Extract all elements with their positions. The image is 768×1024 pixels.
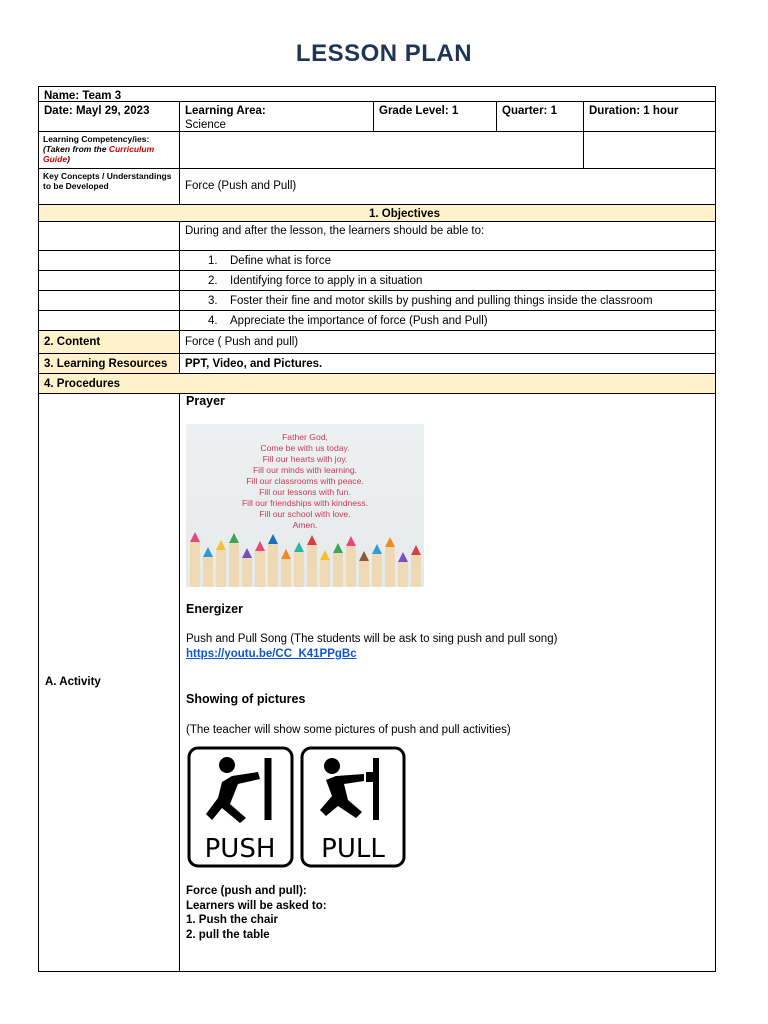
objective-item-2 bbox=[179, 270, 716, 291]
song-link[interactable]: https://youtu.be/CC_K41PPgBc bbox=[186, 648, 357, 660]
colored-pencils-icon bbox=[186, 424, 424, 587]
competency-note-open: (Taken from the bbox=[43, 144, 109, 154]
objective-left-2 bbox=[38, 270, 180, 291]
force-line: 2. pull the table bbox=[186, 929, 270, 941]
pencil-body bbox=[307, 545, 317, 587]
resources-label-text: 3. Learning Resources bbox=[44, 358, 168, 370]
activity-label: A. Activity bbox=[45, 676, 101, 688]
force-line: 1. Push the chair bbox=[186, 914, 279, 926]
force-line: Learners will be asked to: bbox=[186, 900, 327, 912]
objective-text: Appreciate the importance of force (Push and Pull) bbox=[230, 315, 488, 327]
prayer-line: Fill our friendships with kindness. bbox=[241, 498, 369, 508]
procedures-heading-text: 4. Procedures bbox=[44, 378, 121, 390]
pencil-tip bbox=[307, 535, 317, 545]
pencil-tip bbox=[242, 548, 252, 558]
prayer-line: Fill our minds with learning. bbox=[252, 465, 358, 475]
pencil-tip bbox=[398, 552, 408, 562]
pencil-body bbox=[411, 555, 421, 587]
pencil-body bbox=[372, 554, 382, 587]
pencil-tip bbox=[281, 549, 291, 559]
pencil-body bbox=[255, 551, 265, 587]
duration-cell: Duration: 1 hour bbox=[583, 101, 716, 132]
pencil-tip bbox=[294, 542, 304, 552]
competency-extra-cell bbox=[583, 131, 716, 169]
prayer-image bbox=[186, 424, 424, 587]
pencil-tip bbox=[333, 543, 343, 553]
procedures-heading bbox=[38, 373, 716, 394]
prayer-line: Father God, bbox=[282, 432, 328, 442]
prayer-line: Amen. bbox=[292, 520, 318, 530]
quarter-cell: Quarter: 1 bbox=[496, 101, 584, 132]
prayer-line: Come be with us today. bbox=[260, 443, 350, 453]
learning-area-label: Learning Area: bbox=[185, 105, 266, 117]
objectives-intro-left bbox=[38, 221, 180, 251]
pencil-body bbox=[333, 553, 343, 587]
prayer-line: Fill our classrooms with peace. bbox=[246, 476, 364, 486]
pencil-body bbox=[346, 546, 356, 587]
key-concepts-value bbox=[179, 168, 716, 205]
pencil-body bbox=[203, 557, 213, 587]
pencil-body bbox=[190, 542, 200, 587]
pencil-tip bbox=[203, 547, 213, 557]
activity-label-cell bbox=[38, 393, 180, 972]
pencil-body bbox=[229, 543, 239, 587]
song-text: Push and Pull Song (The students will be ask to sing push and pull song) bbox=[186, 633, 558, 645]
push-sign-icon bbox=[189, 748, 292, 866]
pictures-text: (The teacher will show some pictures of push and pull activities) bbox=[186, 724, 511, 736]
prayer-line: Fill our school with love. bbox=[259, 509, 351, 519]
resources-value bbox=[179, 353, 716, 374]
competency-value-cell bbox=[179, 131, 584, 169]
content-label bbox=[38, 330, 180, 354]
name-cell: Name: Team 3 bbox=[38, 86, 716, 102]
pencil-tip bbox=[190, 532, 200, 542]
objective-num: 2. bbox=[208, 275, 218, 287]
objective-num: 1. bbox=[208, 255, 218, 267]
resources-label bbox=[38, 353, 180, 374]
content-value bbox=[179, 330, 716, 354]
objective-text: Foster their fine and motor skills by pushing and pulling things inside the classroom bbox=[230, 295, 653, 307]
push-label: PUSH bbox=[204, 834, 276, 864]
pencil-body bbox=[385, 547, 395, 587]
pencil-tip bbox=[385, 537, 395, 547]
content-value-text: Force ( Push and pull) bbox=[185, 336, 299, 348]
prayer-line: Fill our lessons with fun. bbox=[259, 487, 351, 497]
pencil-tip bbox=[346, 536, 356, 546]
pencil-tip bbox=[411, 545, 421, 555]
competency-note-close: ) bbox=[67, 154, 70, 164]
pull-sign-icon bbox=[302, 748, 404, 866]
objective-text: Define what is force bbox=[230, 255, 331, 267]
learning-area-cell bbox=[179, 101, 374, 132]
pencil-body bbox=[242, 558, 252, 587]
prayer-line: Fill our hearts with joy. bbox=[262, 454, 348, 464]
pencil-body bbox=[268, 544, 278, 587]
prayer-heading: Prayer bbox=[186, 394, 225, 408]
objective-text: Identifying force to apply in a situation bbox=[230, 275, 423, 287]
pencil-tip bbox=[320, 550, 330, 560]
pencil-tip bbox=[372, 544, 382, 554]
push-pull-signs bbox=[186, 746, 408, 870]
learning-area-value: Science bbox=[185, 119, 226, 131]
objective-left-1 bbox=[38, 250, 180, 271]
energizer-heading: Energizer bbox=[186, 602, 243, 616]
key-concepts-text: Force (Push and Pull) bbox=[185, 180, 297, 192]
pencil-tip bbox=[359, 551, 369, 561]
pencil-body bbox=[216, 550, 226, 587]
competency-label: Learning Competency/ies: bbox=[43, 134, 150, 144]
resources-value-text: PPT, Video, and Pictures. bbox=[185, 358, 323, 370]
competency-note-red: Curriculum Guide bbox=[43, 144, 155, 164]
objective-num: 4. bbox=[208, 315, 218, 327]
grade-level-cell: Grade Level: 1 bbox=[373, 101, 497, 132]
page-title: LESSON PLAN bbox=[295, 40, 473, 67]
objectives-intro: During and after the lesson, the learners should be able to: bbox=[179, 221, 716, 251]
competency-label-cell bbox=[38, 131, 180, 169]
pull-label: PULL bbox=[321, 834, 385, 864]
pencil-body bbox=[294, 552, 304, 587]
date-cell: Date: Mayl 29, 2023 bbox=[38, 101, 180, 132]
pencil-tip bbox=[229, 533, 239, 543]
objective-item-3 bbox=[179, 290, 716, 311]
pictures-heading: Showing of pictures bbox=[186, 692, 306, 706]
pencil-body bbox=[398, 562, 408, 587]
objectives-heading-text: 1. Objectives bbox=[369, 208, 440, 220]
objective-left-4 bbox=[38, 310, 180, 331]
content-label-text: 2. Content bbox=[44, 336, 101, 348]
key-concepts-label: Key Concepts / Understandings to be Developed bbox=[38, 168, 180, 205]
pencil-body bbox=[359, 561, 369, 587]
objective-item-1 bbox=[179, 250, 716, 271]
objective-left-3 bbox=[38, 290, 180, 311]
objective-num: 3. bbox=[208, 295, 218, 307]
pencil-body bbox=[281, 559, 291, 587]
pencil-tip bbox=[216, 540, 226, 550]
pencil-tip bbox=[255, 541, 265, 551]
objective-item-4 bbox=[179, 310, 716, 331]
objectives-heading bbox=[38, 204, 716, 222]
pencil-body bbox=[320, 560, 330, 587]
competency-note bbox=[43, 144, 175, 164]
force-heading: Force (push and pull): bbox=[186, 885, 307, 897]
pencil-tip bbox=[268, 534, 278, 544]
